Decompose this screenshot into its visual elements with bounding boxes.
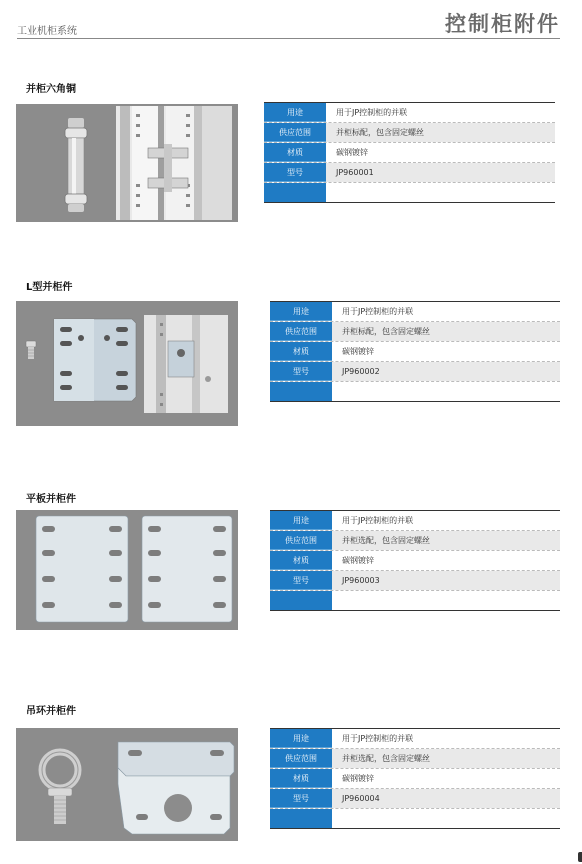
spec-key: 用途 <box>270 302 332 321</box>
spec-key: 供应范围 <box>270 531 332 550</box>
spec-value: 并柜标配，包含固定螺丝 <box>332 322 560 341</box>
spec-key: 供应范围 <box>270 322 332 341</box>
spec-key: 供应范围 <box>270 749 332 768</box>
spec-row-empty <box>270 809 560 829</box>
spec-key: 材质 <box>270 551 332 570</box>
catalog-category: 工业机柜系统 <box>17 26 77 37</box>
spec-value: 碳钢镀锌 <box>342 347 374 356</box>
spec-row-empty <box>270 591 560 611</box>
spec-table <box>264 102 555 203</box>
spec-value: 碳钢镀锌 <box>336 148 368 157</box>
spec-value: JP960003 <box>332 571 560 590</box>
spec-row <box>270 301 560 322</box>
spec-row-empty <box>270 382 560 402</box>
spec-value: 用于JP控制柜的并联 <box>342 307 414 316</box>
spec-row <box>264 143 555 163</box>
product-title: 吊环并柜件 <box>26 706 76 717</box>
spec-key: 型号 <box>270 362 332 381</box>
product-title: 平板并柜件 <box>26 494 76 505</box>
product-photo <box>16 104 238 222</box>
product-photo <box>16 301 238 426</box>
spec-key: 供应范围 <box>264 123 326 142</box>
lifting-bracket-image <box>118 742 234 834</box>
spec-value: 并柜选配，包含固定螺丝 <box>332 749 560 768</box>
spec-row-empty <box>264 183 555 203</box>
spec-row <box>270 322 560 342</box>
spec-key: 材质 <box>264 143 326 162</box>
spec-value: 用于JP控制柜的并联 <box>336 108 408 117</box>
spec-row <box>270 342 560 362</box>
product-photo <box>16 510 238 630</box>
installation-image <box>144 315 228 413</box>
spec-value: 用于JP控制柜的并联 <box>342 516 414 525</box>
spec-row <box>264 102 555 123</box>
spec-key: 型号 <box>270 571 332 590</box>
spec-value: 碳钢镀锌 <box>342 556 374 565</box>
spec-row <box>270 749 560 769</box>
spec-key: 型号 <box>264 163 326 182</box>
spec-row <box>270 571 560 591</box>
spec-row <box>264 163 555 183</box>
product-photo <box>16 728 238 841</box>
product-title: 并柜六角铜 <box>26 84 76 95</box>
spec-row <box>270 531 560 551</box>
spec-row <box>270 362 560 382</box>
spec-row <box>270 551 560 571</box>
spec-key: 用途 <box>264 103 326 122</box>
spec-key: 型号 <box>270 789 332 808</box>
spec-row <box>270 789 560 809</box>
spec-table <box>270 510 560 611</box>
page-edge-mark <box>578 852 582 862</box>
spec-row <box>264 123 555 143</box>
spec-key: 材质 <box>270 342 332 361</box>
header-divider <box>17 38 560 39</box>
spec-value: JP960004 <box>332 789 560 808</box>
hex-standoff-image <box>65 118 87 212</box>
spec-table <box>270 728 560 829</box>
spec-row <box>270 510 560 531</box>
spec-value: 并柜选配，包含固定螺丝 <box>332 531 560 550</box>
spec-key: 材质 <box>270 769 332 788</box>
l-bracket-image <box>54 319 136 401</box>
spec-value: 碳钢镀锌 <box>342 774 374 783</box>
page-title: 控制柜附件 <box>445 12 560 36</box>
spec-value: JP960001 <box>326 163 555 182</box>
spec-table <box>270 301 560 402</box>
spec-key: 用途 <box>270 511 332 530</box>
spec-value: 并柜标配，包含固定螺丝 <box>326 123 555 142</box>
spec-row <box>270 728 560 749</box>
spec-value: 用于JP控制柜的并联 <box>342 734 414 743</box>
product-title: L型并柜件 <box>26 282 73 293</box>
spec-value: JP960002 <box>332 362 560 381</box>
spec-key: 用途 <box>270 729 332 748</box>
spec-row <box>270 769 560 789</box>
cabinet-closeup-image <box>116 106 232 220</box>
